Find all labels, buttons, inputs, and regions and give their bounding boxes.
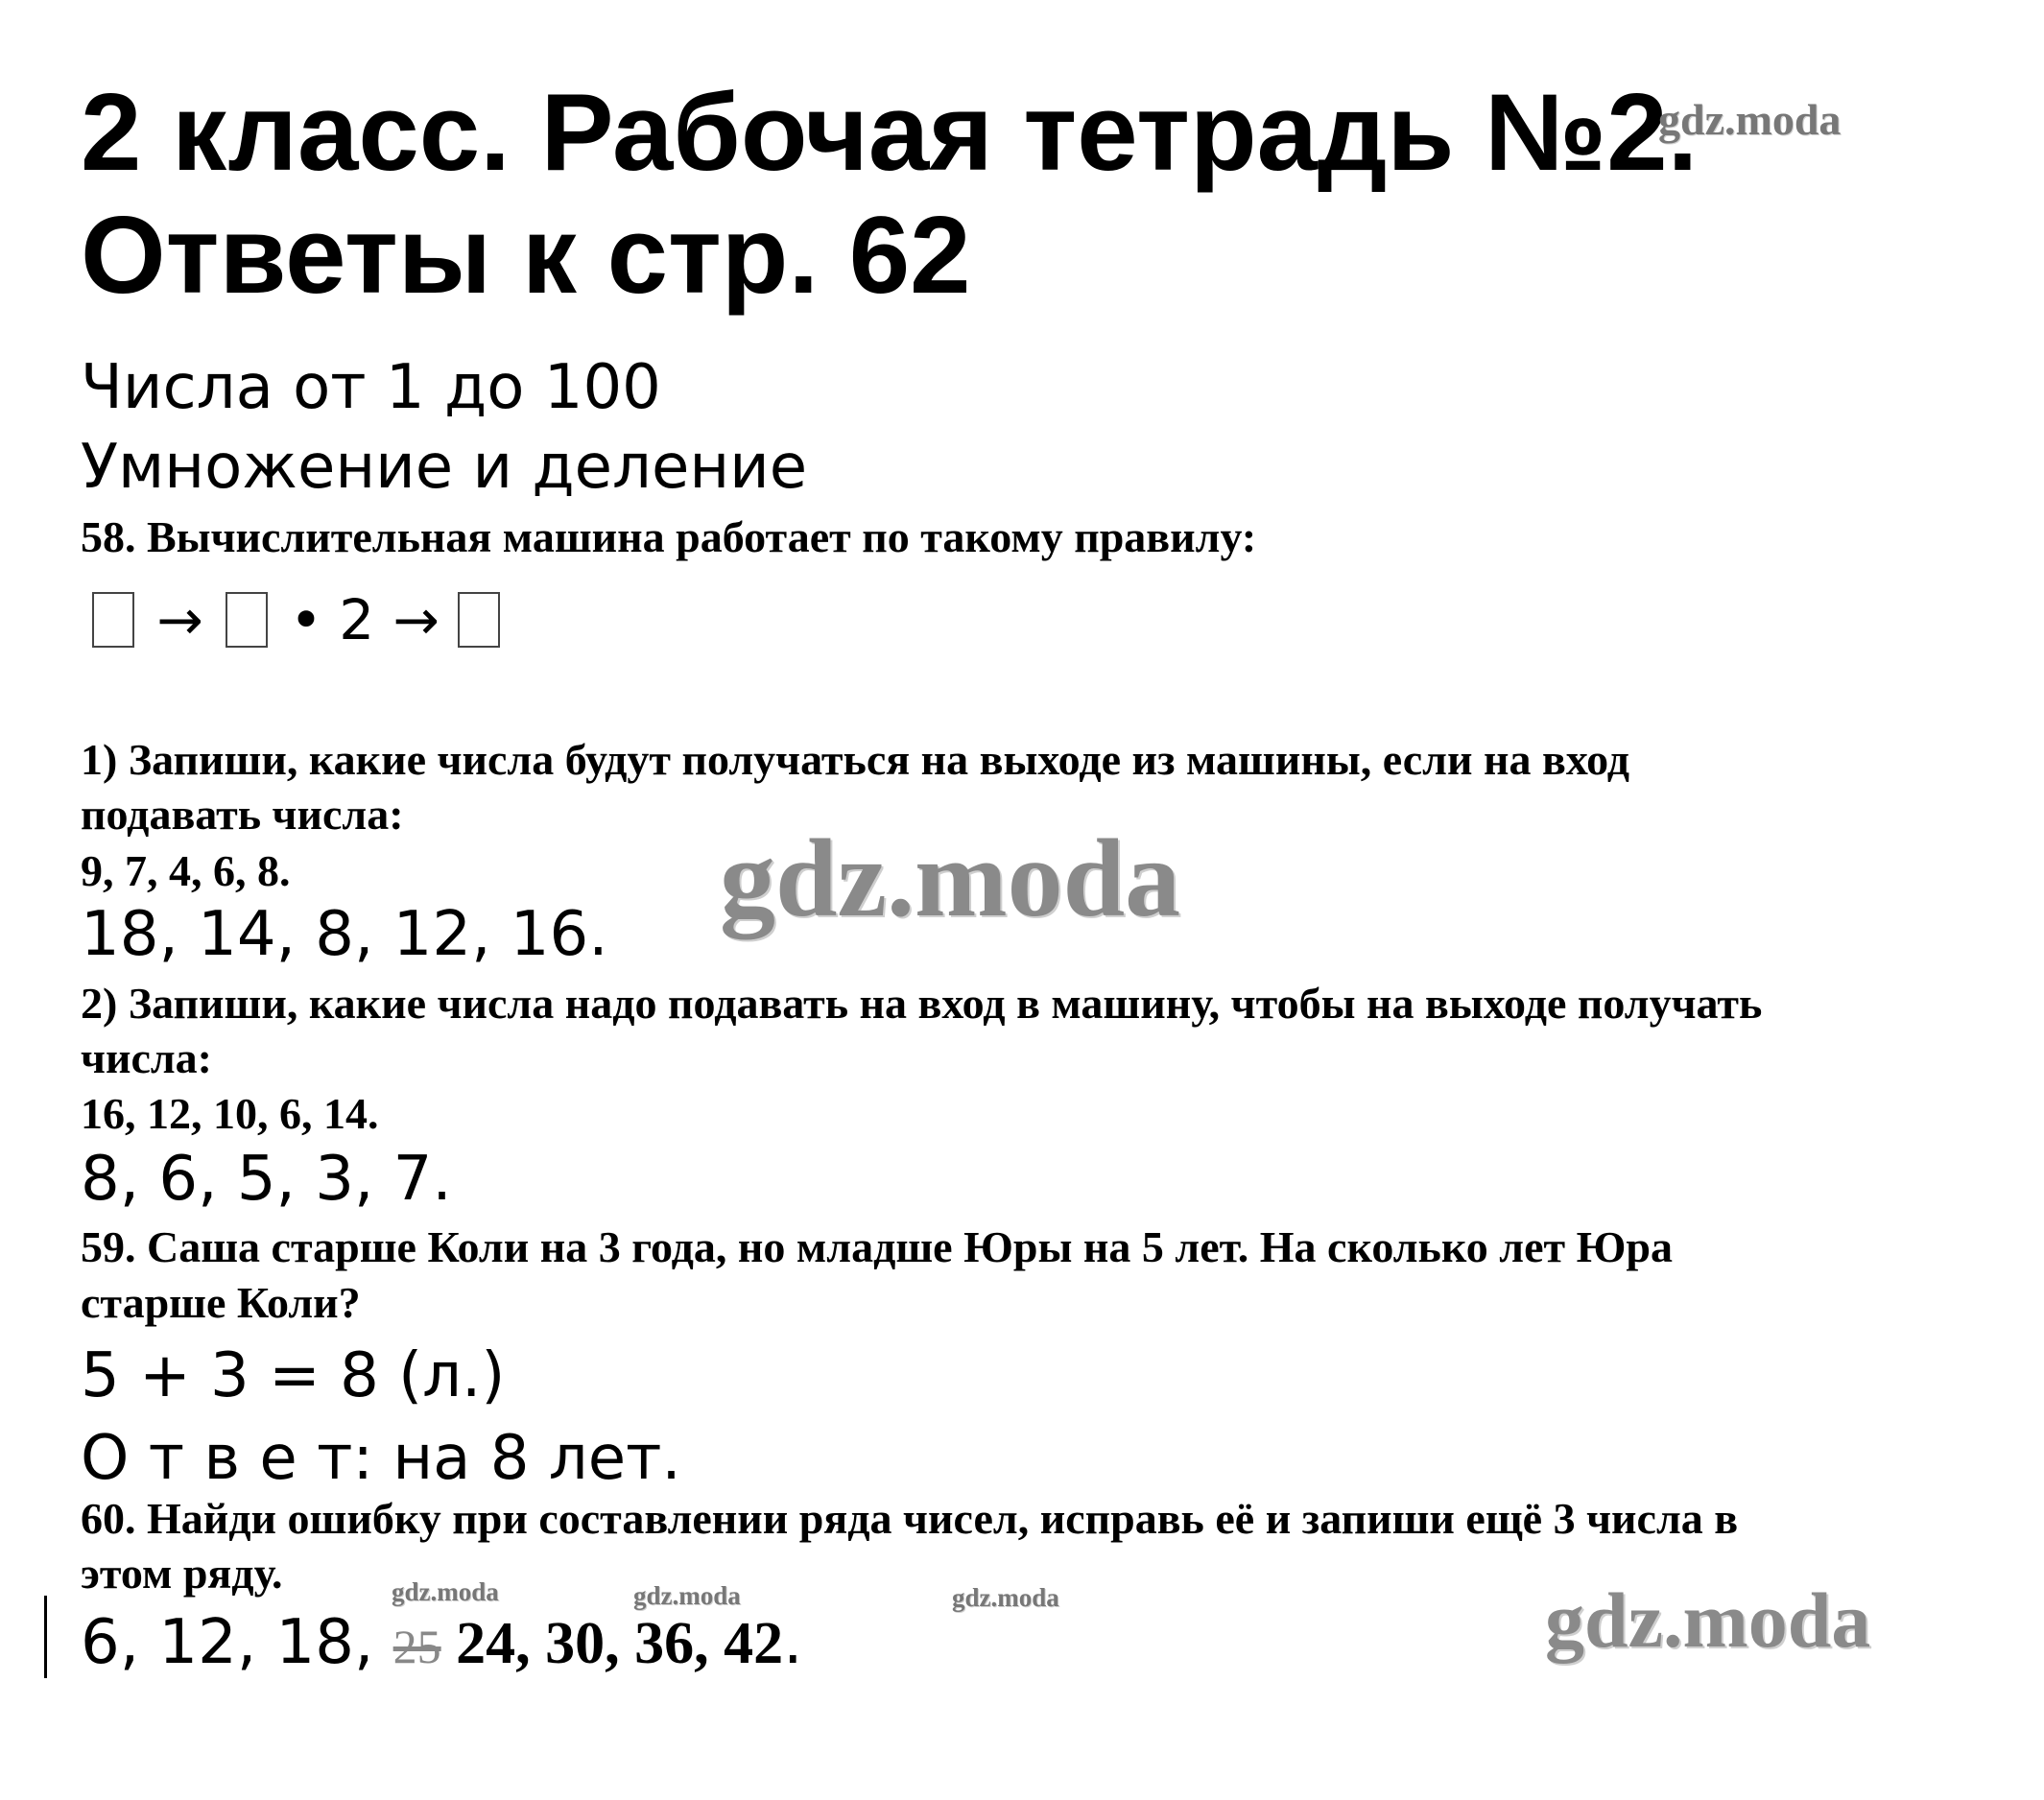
text-cursor: [44, 1596, 47, 1678]
task-60-line2: этом ряду.: [81, 1549, 283, 1598]
task-60-answer: [81, 1607, 803, 1678]
task-60-answer-end: .: [783, 1607, 803, 1678]
task-58-part2-outputs: 16, 12, 10, 6, 14.: [81, 1089, 379, 1138]
watermark-middle: gdz.moda: [720, 817, 1181, 940]
input-box-icon: [92, 592, 134, 648]
arrow-icon: →: [156, 587, 203, 652]
page-title-line1: 2 класс. Рабочая тетрадь №2.: [81, 72, 1699, 194]
task-58-part2-line2: числа:: [81, 1033, 212, 1082]
task-60-answer-start: 6, 12, 18,: [81, 1607, 393, 1678]
task-58-part2-line1: 2) Запиши, какие числа надо подавать на вход в машину, чтобы на выходе получать: [81, 979, 1763, 1028]
page-title-line2: Ответы к стр. 62: [81, 195, 971, 317]
multiplier-two: 2: [339, 587, 375, 652]
task-60-line1: 60. Найди ошибку при составлении ряда чисел, исправь её и запиши ещё 3 числа в: [81, 1494, 1739, 1543]
arrow-icon: →: [392, 587, 440, 652]
task-58-part2-answer: 8, 6, 5, 3, 7.: [81, 1144, 452, 1215]
task-58-text: 58. Вычислительная машина работает по такому правилу:: [81, 512, 1257, 561]
crossed-out-number: 25: [392, 1620, 441, 1673]
watermark-small-2: gdz.moda: [633, 1581, 741, 1610]
task-58-part1-answer: 18, 14, 8, 12, 16.: [81, 899, 608, 970]
task-59-solution: 5 + 3 = 8 (л.): [81, 1340, 506, 1411]
section-heading-operations: Умножение и деление: [81, 432, 808, 503]
value-box-icon: [226, 592, 268, 648]
task-59-line2: старше Коли?: [81, 1278, 361, 1327]
watermark-bottom-right: gdz.moda: [1545, 1576, 1871, 1664]
output-box-icon: [458, 592, 500, 648]
task-58-part1-inputs: 9, 7, 4, 6, 8.: [81, 846, 291, 895]
multiply-dot: •: [289, 587, 323, 652]
task-60-corrected-numbers: 24, 30, 36, 42: [440, 1611, 784, 1676]
watermark-small-1: gdz.moda: [392, 1577, 499, 1606]
section-heading-numbers: Числа от 1 до 100: [81, 352, 661, 423]
watermark-small-3: gdz.moda: [952, 1583, 1059, 1612]
task-58-part1-line1: 1) Запиши, какие числа будут получаться на выходе из машины, если на вход: [81, 735, 1630, 784]
task-58-part1-line2: подавать числа:: [81, 790, 404, 839]
watermark-top: gdz.moda: [1658, 95, 1842, 144]
task-59-line1: 59. Саша старше Коли на 3 года, но младше Юры на 5 лет. На сколько лет Юра: [81, 1222, 1673, 1271]
machine-rule: [92, 587, 500, 652]
task-59-answer: О т в е т: на 8 лет.: [81, 1423, 681, 1494]
